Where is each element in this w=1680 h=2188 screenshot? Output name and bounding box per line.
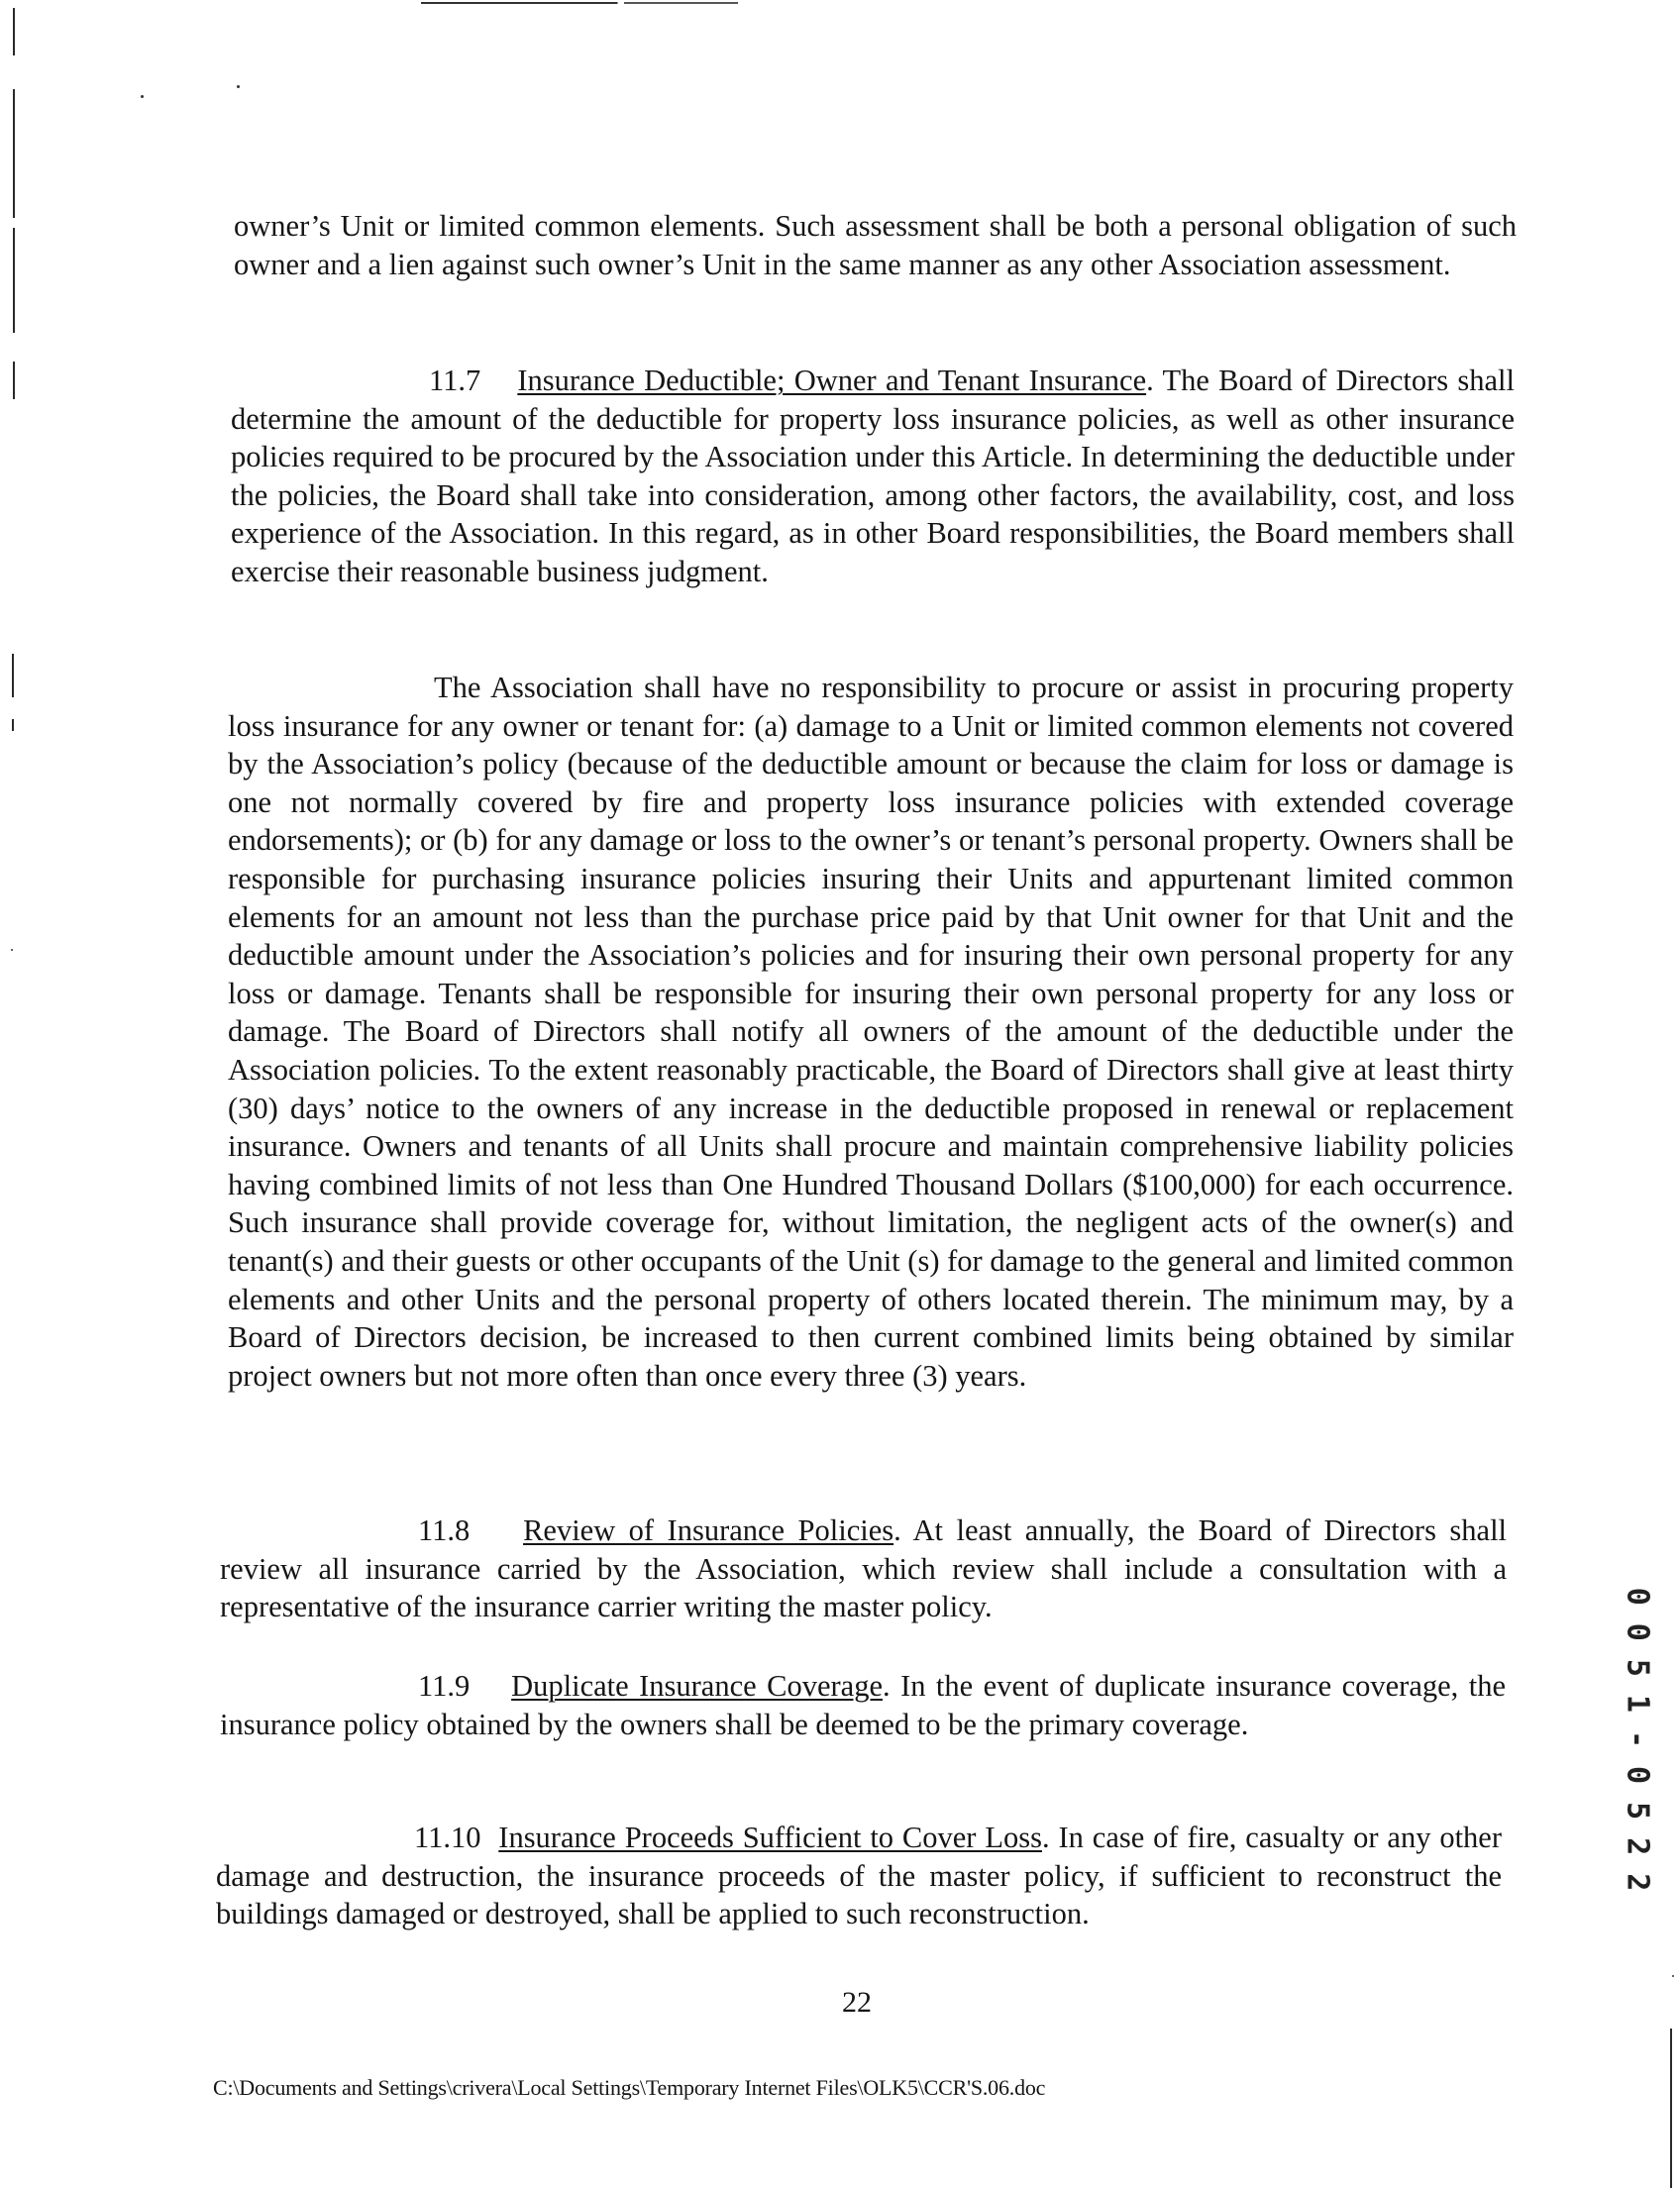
section-body: . At least annually, the Board of Directors shall review all insurance carried by the Association, which review shall include a consultation with a representative of the insurance carrier writing the master policy. xyxy=(220,1513,1508,1624)
section-11-8 xyxy=(220,1511,1507,1626)
section-number: 11.10 xyxy=(414,1821,481,1854)
scan-margin-line xyxy=(13,362,15,399)
scan-margin-line xyxy=(13,8,15,55)
scan-margin-line xyxy=(1670,2029,1672,2188)
footer-file-path: C:\Documents and Settings\crivera\Local Settings\Temporary Internet Files\OLK5\CCR'S.06.doc xyxy=(213,2075,1046,2100)
section-body: . In the event of duplicate insurance coverage, the insurance policy obtained by the owners shall be deemed to be the primary coverage. xyxy=(220,1669,1506,1741)
intro-paragraph xyxy=(234,207,1517,283)
section-body: . In case of fire, casualty or any other damage and destruction, the insurance proceeds of the master policy, if sufficient to reconstruct the buildings damaged or destroyed, shall be applied to such reconstruction. xyxy=(216,1821,1503,1931)
section-heading: Review of Insurance Policies xyxy=(523,1513,894,1547)
section-number: 11.9 xyxy=(418,1669,471,1703)
section-number: 11.7 xyxy=(429,364,481,397)
section-11-10 xyxy=(216,1819,1502,1933)
section-body: . The Board of Directors shall determine the amount of the deductible for property loss insurance policies, as well as other insurance policies required to be procured by the Association under this Article. In determining the deductible under the policies, the Board shall take into consideration, among other factors, the availability, cost, and loss experience of the Association. In this regard, as in other Board responsibilities, the Board members shall exercise their reasonable business judgment. xyxy=(231,364,1516,588)
section-heading: Duplicate Insurance Coverage xyxy=(511,1669,883,1703)
scan-speck xyxy=(1672,1975,1674,1977)
section-heading: Insurance Deductible; Owner and Tenant Insurance xyxy=(517,364,1147,397)
scan-margin-line xyxy=(12,654,14,697)
section-11-9 xyxy=(220,1667,1506,1743)
page-number: 22 xyxy=(842,1986,872,2019)
recording-stamp-number: 0051-0522 xyxy=(1620,1587,1655,1910)
section-11-7 xyxy=(231,362,1515,591)
scan-margin-line xyxy=(13,89,15,218)
scan-speck xyxy=(141,95,144,98)
section-number: 11.8 xyxy=(418,1513,471,1547)
scan-top-rule xyxy=(421,2,738,4)
association-responsibility-paragraph xyxy=(228,669,1514,1395)
section-heading: Insurance Proceeds Sufficient to Cover Loss xyxy=(498,1821,1042,1854)
intro-text: owner’s Unit or limited common elements. Such assessment shall be both a personal obligation of such owner and a lien against such owner’s Unit in the same manner as any other Association assessment. xyxy=(234,209,1517,281)
scan-margin-line xyxy=(13,228,15,333)
recording-stamp xyxy=(1621,1570,1654,1927)
scan-speck xyxy=(237,85,240,88)
paragraph-body: The Association shall have no responsibility to procure or assist in procuring property loss insurance for any owner or tenant for: (a) damage to a Unit or limited common elements not covered by the Association’s policy (because of the deductible amount or because the claim for loss or damage is one not normally covered by fire and property loss insurance policies with extended coverage endorsements); or (b) for any damage or loss to the owner’s or tenant’s personal property. Owners shall be responsible for purchasing insurance policies insuring their Units and appurtenant limited common elements for an amount not less than the purchase price paid by that Unit owner for that Unit and the deductible amount under the Association’s policies and for insuring their own personal property for any loss or damage. Tenants shall be responsible for insuring their own personal property for any loss or damage. The Board of Directors shall notify all owners of the amount of the deductible under the Association policies. To the extent reasonably practicable, the Board of Directors shall give at least thirty (30) days’ notice to the owners of any increase in the deductible proposed in renewal or replacement insurance. Owners and tenants of all Units shall procure and maintain comprehensive liability policies having combined limits of not less than One Hundred Thousand Dollars ($100,000) for each occurrence. Such insurance shall provide coverage for, without limitation, the negligent acts of the owner(s) and tenant(s) and their guests or other occupants of the Unit (s) for damage to the general and limited common elements and other Units and the personal property of others located therein. The minimum may, by a Board of Directors decision, be increased to then current combined limits being obtained by similar project owners but not more often than once every three (3) years. xyxy=(228,671,1514,1393)
scan-speck xyxy=(11,949,13,951)
scan-margin-line xyxy=(12,719,14,731)
